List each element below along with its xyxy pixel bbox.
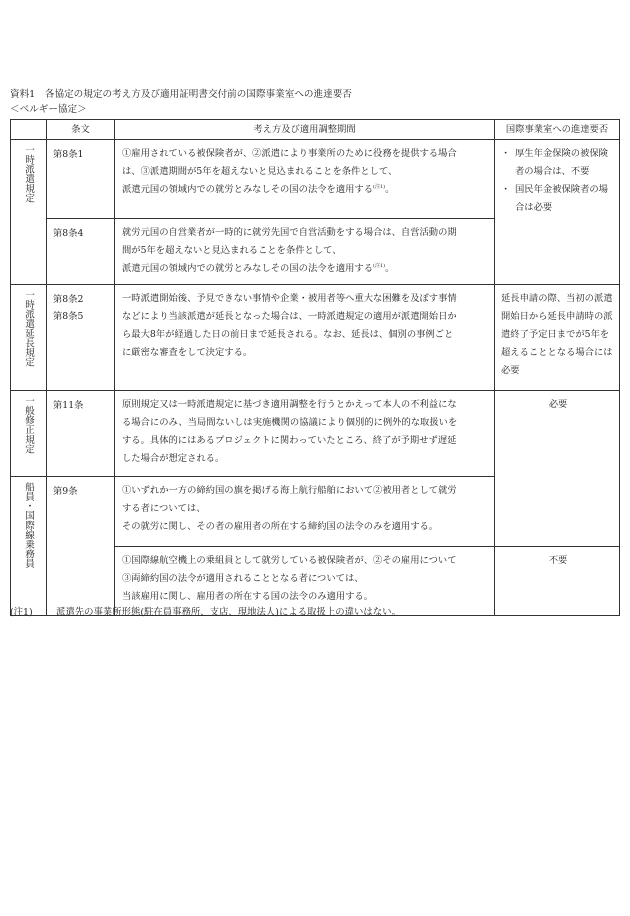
article-cell (47, 285, 115, 391)
content-line: 一時派遣開始後、予見できない事情や企業・被用者等へ重大な困難を及ぼす事情 (122, 293, 457, 304)
footnote-label: (注1) (10, 607, 33, 618)
article-cell (47, 140, 115, 219)
category-temp-dispatch (11, 140, 47, 285)
content-line: などにより当該派遣が延長となった場合は、一時派遣規定の適用が派遣開始日か (122, 311, 457, 322)
content-cell (115, 477, 495, 547)
content-line: は、③派遣期間が5年を超えないと見込まれることを条件として、 (122, 166, 398, 177)
content-line: する者については、 (122, 503, 206, 514)
table-header-row (11, 120, 620, 140)
content-cell (115, 285, 495, 391)
category-label: 一時派遣延長規定 (23, 290, 34, 367)
article-label: 第8条2 (53, 294, 84, 305)
category-crew (11, 477, 47, 616)
content-line: 就労元国の自営業者が一時的に就労先国で自営活動をする場合は、自営活動の期 (122, 227, 457, 238)
header-requirement: 国際事業室への進達要否 (495, 120, 620, 140)
requirement-cell (495, 391, 620, 547)
content-line: 当該雇用に関し、雇用者の所在する国の法令のみ適用する。 (122, 591, 374, 602)
content-line: に厳密な審査をして決定する。 (122, 347, 253, 358)
header-content: 考え方及び適用調整期間 (115, 120, 495, 140)
content-line: 派遣元国の領域内での就労とみなしその国の法令を適用する$^{(注1)}$。 (122, 263, 395, 274)
header-category (11, 120, 47, 140)
content-line: 派遣元国の領域内での就労とみなしその国の法令を適用する$^{(注1)}$。 (122, 184, 395, 195)
table-row (11, 391, 620, 477)
content-line: ①国際線航空機上の乗組員として就労している被保険者が、②その雇用について (122, 555, 457, 566)
category-label: 一般修正規定 (23, 396, 34, 454)
requirement-value: 不要 (548, 555, 568, 566)
content-line: ①いずれか一方の締約国の旗を掲げる海上航行船舶において②被用者として就労 (122, 485, 457, 496)
note-ref: (注1) (373, 184, 386, 190)
provisions-table (10, 119, 620, 616)
category-label: 船員・国際線乗務員 (23, 482, 34, 569)
category-temp-extension (11, 285, 47, 391)
content-cell (115, 219, 495, 285)
requirement-bullet: ・ 厚生年金保険の被保険 者の場合は、不要 (501, 148, 608, 177)
article-cell (47, 477, 115, 616)
content-line: ら最大8年が経過した日の前日まで延長される。なお、延長は、個別の事例ごと (122, 329, 454, 340)
table-row (11, 140, 620, 219)
article-label: 第8条1 (53, 149, 84, 160)
content-line: した場合が想定される。 (122, 453, 225, 464)
category-label: 一時派遣規定 (23, 145, 34, 203)
article-label: 第9条 (53, 486, 78, 497)
note-ref: (注1) (373, 263, 386, 269)
requirement-cell (495, 547, 620, 616)
footnote-text: 派遣先の事業所形態(駐在員事務所、支店、現地法人)による取扱上の違いはない。 (56, 607, 401, 618)
article-label: 第8条4 (53, 228, 84, 239)
article-label: 第11条 (53, 400, 84, 411)
content-line: する。具体的にはあるプロジェクトに関わっていたところ、終了が予期せず遅延 (122, 435, 457, 446)
content-cell (115, 140, 495, 219)
requirement-value: 必要 (548, 399, 568, 410)
content-cell (115, 391, 495, 477)
footnote (10, 604, 401, 618)
content-line: ③両締約国の法令が適用されることとなる者については、 (122, 573, 364, 584)
article-cell (47, 391, 115, 477)
content-line: 原則規定又は一時派遣規定に基づき適用調整を行うとかえって本人の不利益にな (122, 399, 457, 410)
content-line: 間が5年を超えないと見込まれることを条件として、 (122, 245, 342, 256)
article-cell (47, 219, 115, 285)
table-row (11, 285, 620, 391)
content-line: ①雇用されている被保険者が、②派遣により事業所のために役務を提供する場合 (122, 148, 457, 159)
document-title: 資料1 各協定の規定の考え方及び適用証明書交付前の国際事業室への進達要否 (10, 89, 352, 100)
requirement-bullet: ・ 国民年金被保険者の場 合は必要 (501, 184, 608, 213)
requirement-cell: 延長申請の際、当初の派遣 開始日から延長申請時の派 遣終了予定日までが5年を 超えることとなる場合には 必要 (495, 285, 620, 391)
article-label: 第8条5 (53, 311, 84, 322)
requirement-cell (495, 140, 620, 285)
category-general-exception (11, 391, 47, 477)
content-line: その就労に関し、その者の雇用者の所在する締約国の法令のみを適用する。 (122, 521, 439, 532)
content-line: る場合にのみ、当局間ないしは実施機関の協議により個別的に例外的な取扱いを (122, 417, 458, 428)
agreement-subtitle: ＜ベルギー協定＞ (10, 104, 87, 115)
header-article: 条文 (47, 120, 115, 140)
